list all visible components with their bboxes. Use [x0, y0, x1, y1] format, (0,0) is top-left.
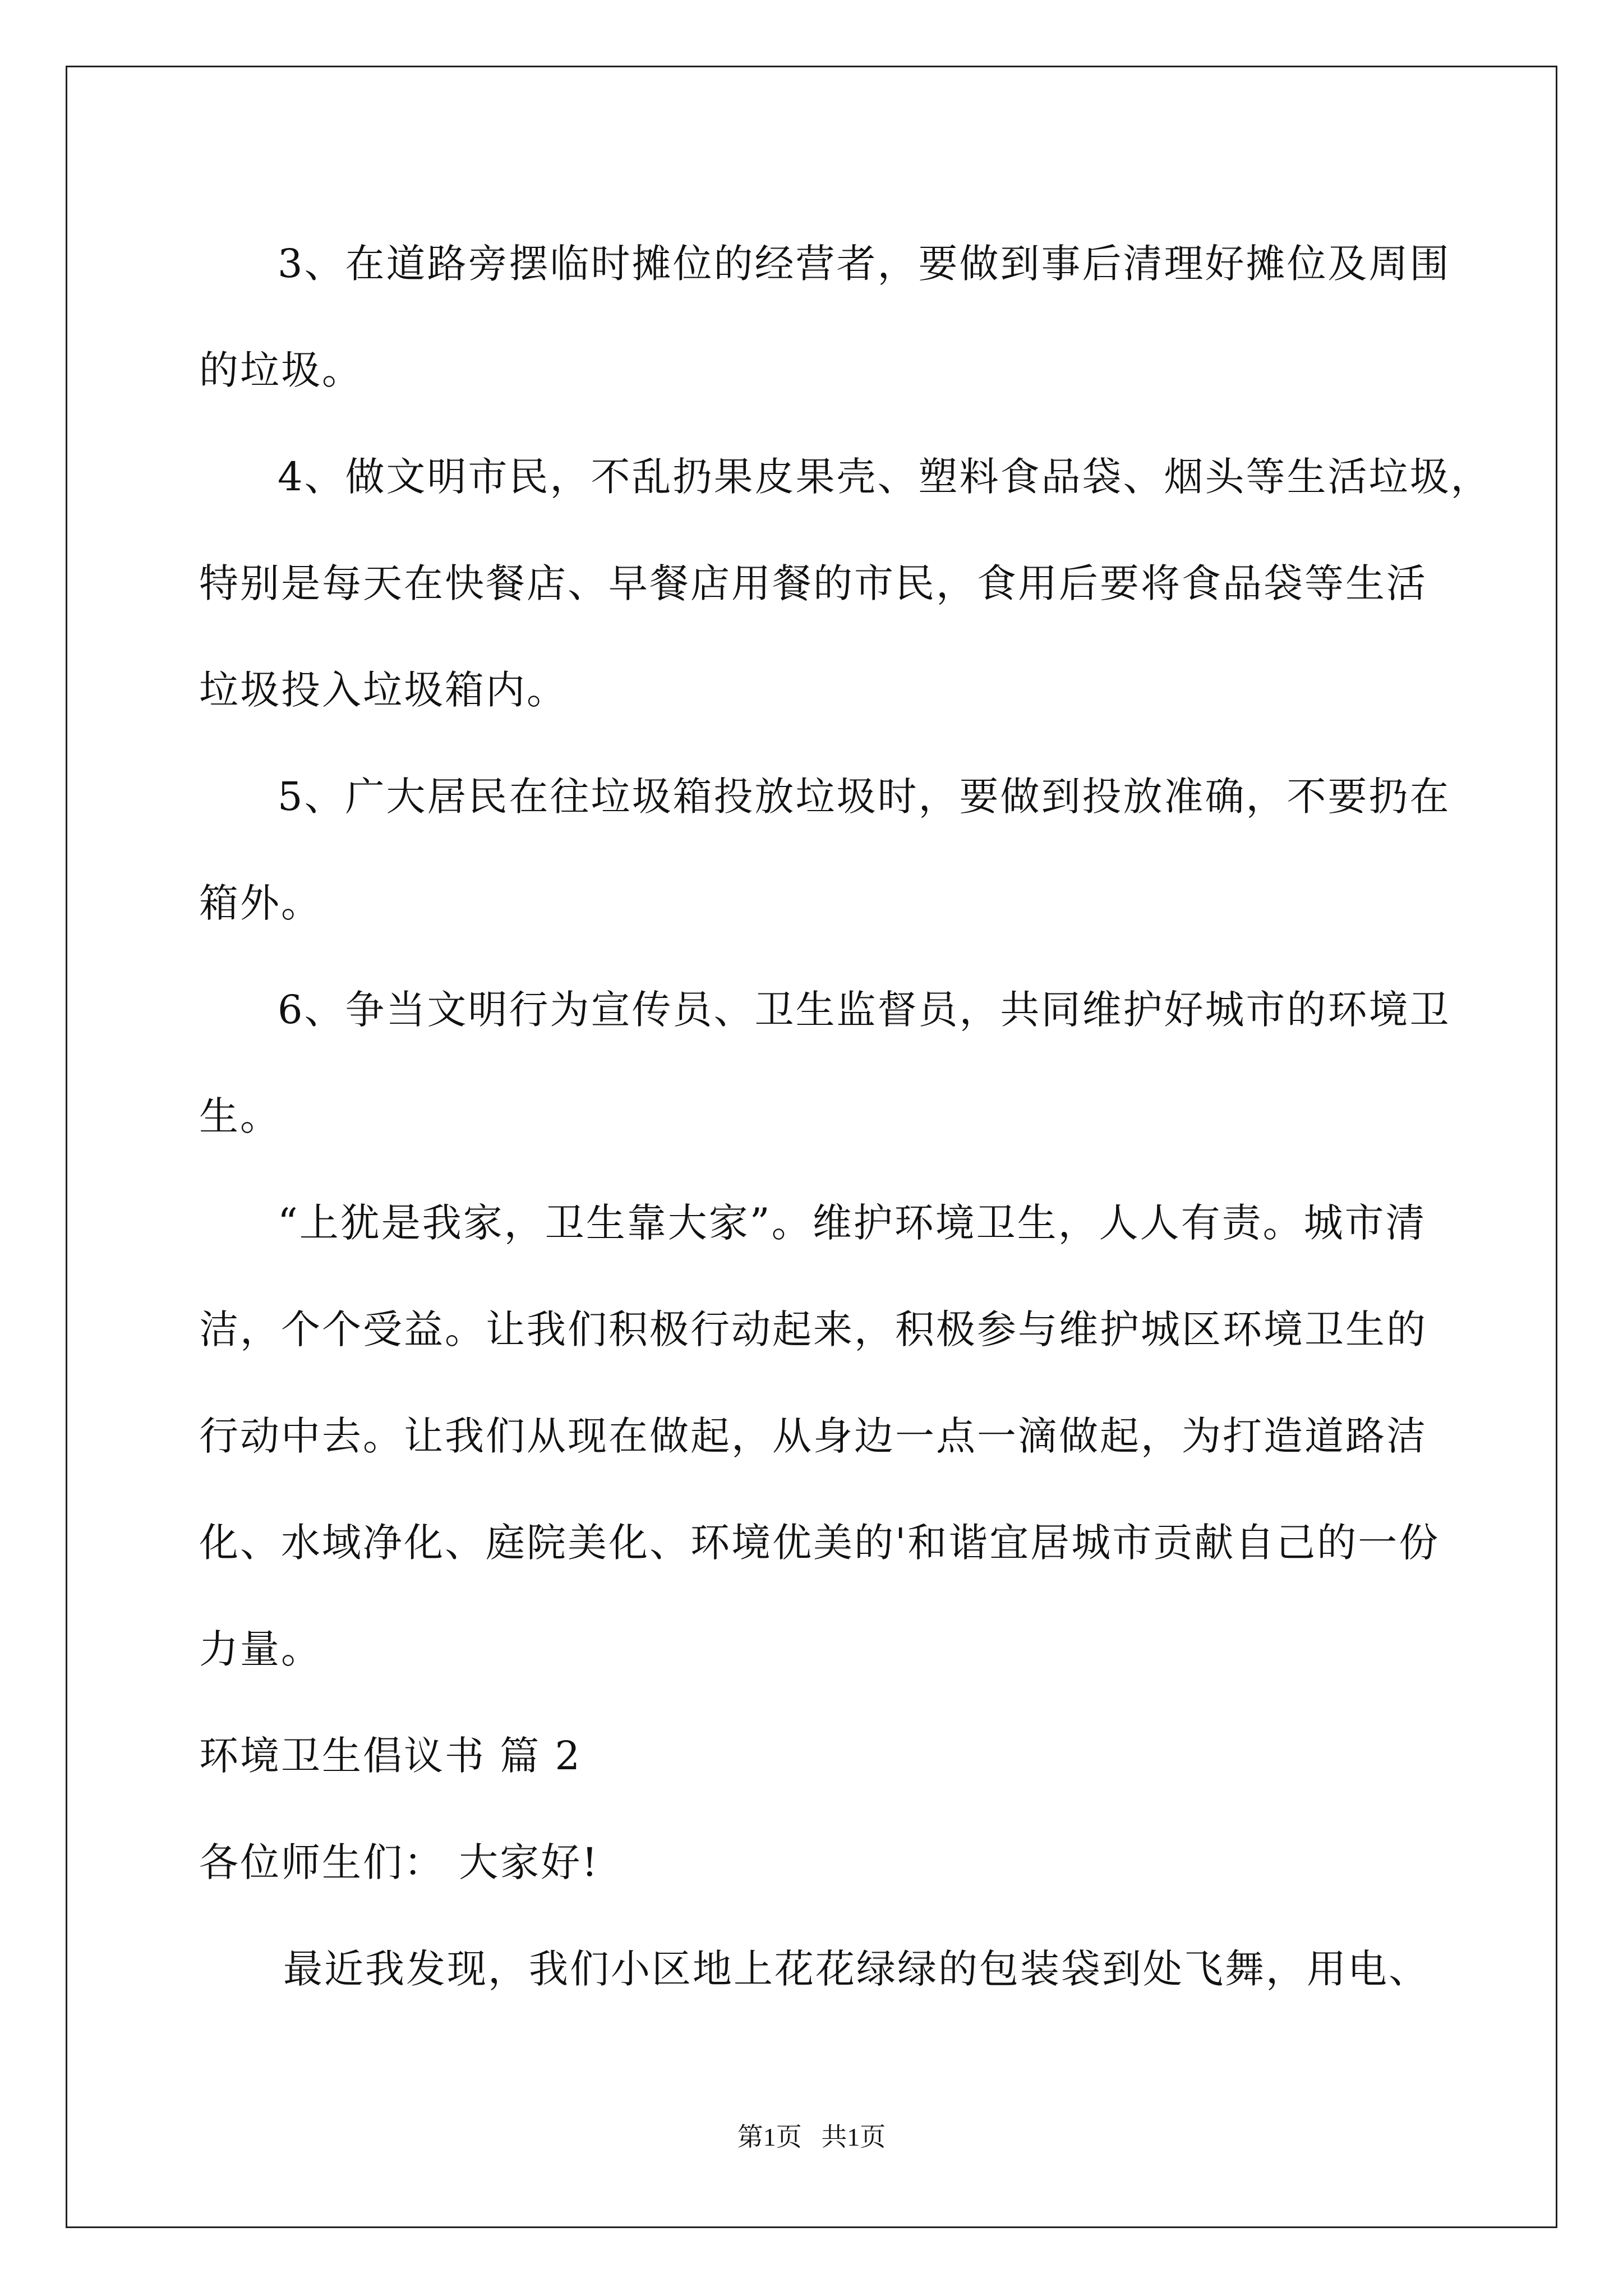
text-line: 6、争当文明行为宣传员、卫生监督员，共同维护好城市的环境卫	[278, 987, 1451, 1033]
text-line: 环境卫生倡议书 篇 2	[199, 1733, 582, 1779]
text-line: 生。	[199, 1093, 281, 1139]
document-body	[199, 210, 1492, 2022]
text-line: 特别是每天在快餐店、早餐店用餐的市民，食用后要将食品袋等生活	[199, 560, 1427, 606]
text-line: 5、广大居民在往垃圾箱投放垃圾时，要做到投放准确，不要扔在	[278, 774, 1451, 820]
text-line: 3、在道路旁摆临时摊位的经营者，要做到事后清理好摊位及周围	[278, 241, 1451, 287]
text-line: 各位师生们： 大家好!	[199, 1839, 600, 1885]
page-footer: 第1页 共1页	[737, 2123, 886, 2151]
text-line: 的垃圾。	[199, 347, 363, 393]
text-line: 化、水域净化、庭院美化、环境优美的'和谐宜居城市贡献自己的一份	[199, 1520, 1440, 1566]
text-line: “上犹是我家，卫生靠大家”。维护环境卫生，人人有责。城市清	[278, 1200, 1427, 1246]
text-line: 洁，个个受益。让我们积极行动起来，积极参与维护城区环境卫生的	[199, 1306, 1427, 1352]
text-line: 垃圾投入垃圾箱内。	[199, 667, 568, 713]
text-line: 行动中去。让我们从现在做起，从身边一点一滴做起，为打造道路洁	[199, 1413, 1427, 1459]
text-line: 4、做文明市民，不乱扔果皮果壳、塑料食品袋、烟头等生活垃圾，	[278, 454, 1492, 500]
text-line: 箱外。	[199, 880, 322, 926]
text-line: 最近我发现，我们小区地上花花绿绿的包装袋到处飞舞，用电、	[283, 1946, 1430, 1992]
text-line: 力量。	[199, 1626, 322, 1672]
